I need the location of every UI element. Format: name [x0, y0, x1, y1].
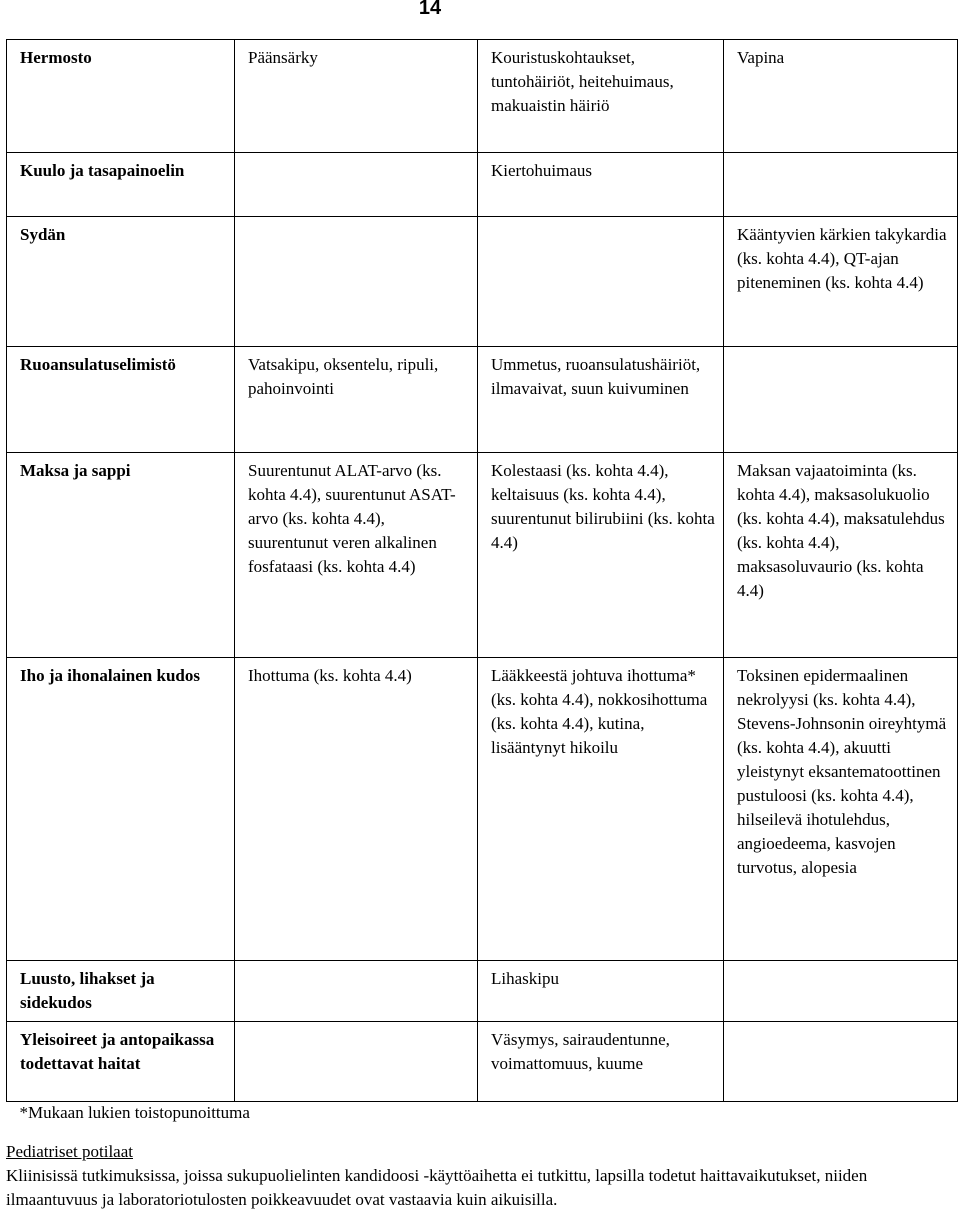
organ-class-cell: Maksa ja sappi — [7, 453, 235, 658]
frequency-col1-cell: Päänsärky — [235, 40, 478, 153]
frequency-col3-cell — [724, 347, 958, 453]
frequency-col3-cell — [724, 1022, 958, 1102]
frequency-col1-cell — [235, 961, 478, 1022]
frequency-col3-cell: Kääntyvien kärkien takykardia (ks. kohta 4.4), QT-ajan piteneminen (ks. kohta 4.4) — [724, 217, 958, 347]
organ-class-cell: Sydän — [7, 217, 235, 347]
table-row-skin — [7, 658, 958, 961]
table-footnote-row — [7, 1102, 958, 1125]
frequency-col2-cell — [478, 217, 724, 347]
table-row-cardiac — [7, 217, 958, 347]
organ-class-cell: Hermosto — [7, 40, 235, 153]
frequency-col3-cell — [724, 153, 958, 217]
frequency-col3-cell — [724, 961, 958, 1022]
frequency-col1-cell: Ihottuma (ks. kohta 4.4) — [235, 658, 478, 961]
table-row-general — [7, 1022, 958, 1102]
pediatric-text: Kliinisissä tutkimuksissa, joissa sukupuolielinten kandidoosi -käyttöaihetta ei tutkittu, lapsilla todetut haittavaikutukset, niiden ilmaantuvuus ja laboratoriotulosten poikkeavuudet ovat vastaavia kuin aikuisilla. — [6, 1166, 868, 1209]
table-row-hepatobiliary — [7, 453, 958, 658]
organ-class-cell: Luusto, lihakset ja sidekudos — [7, 961, 235, 1022]
organ-class-cell: Iho ja ihonalainen kudos — [7, 658, 235, 961]
table-row-musculoskeletal — [7, 961, 958, 1022]
frequency-col2-cell: Lääkkeestä johtuva ihottuma* (ks. kohta 4.4), nokkosihottuma (ks. kohta 4.4), kutina, lisääntynyt hikoilu — [478, 658, 724, 961]
frequency-col1-cell: Suurentunut ALAT-arvo (ks. kohta 4.4), suurentunut ASAT-arvo (ks. kohta 4.4), suurentunut veren alkalinen fosfataasi (ks. kohta 4.4) — [235, 453, 478, 658]
frequency-col2-cell: Kolestaasi (ks. kohta 4.4), keltaisuus (ks. kohta 4.4), suurentunut bilirubiini (ks. kohta 4.4) — [478, 453, 724, 658]
table-row-nervous-system — [7, 40, 958, 153]
pediatric-heading: Pediatriset potilaat — [6, 1142, 133, 1161]
organ-class-cell: Kuulo ja tasapainoelin — [7, 153, 235, 217]
table-row-ear-labyrinth — [7, 153, 958, 217]
table-footnote: *Mukaan lukien toistopunoittuma — [19, 1103, 250, 1122]
adverse-reactions-table — [6, 39, 958, 1124]
frequency-col3-cell: Vapina — [724, 40, 958, 153]
frequency-col1-cell — [235, 153, 478, 217]
page-number: 14 — [418, 0, 442, 19]
table-row-gastrointestinal — [7, 347, 958, 453]
frequency-col3-cell: Maksan vajaatoiminta (ks. kohta 4.4), maksasolukuolio (ks. kohta 4.4), maksatulehdus (ks. kohta 4.4), maksasoluvaurio (ks. kohta 4.4) — [724, 453, 958, 658]
frequency-col1-cell — [235, 217, 478, 347]
pediatric-section — [6, 1140, 906, 1212]
frequency-col1-cell: Vatsakipu, oksentelu, ripuli, pahoinvointi — [235, 347, 478, 453]
frequency-col2-cell: Väsymys, sairaudentunne, voimattomuus, kuume — [478, 1022, 724, 1102]
frequency-col3-cell: Toksinen epidermaalinen nekrolyysi (ks. kohta 4.4), Stevens-Johnsonin oireyhtymä (ks. kohta 4.4), akuutti yleistynyt eksantematoottinen pustuloosi (ks. kohta 4.4), hilseilevä ihotulehdus, angioedeema, kasvojen turvotus, alopesia — [724, 658, 958, 961]
frequency-col1-cell — [235, 1022, 478, 1102]
organ-class-cell: Yleisoireet ja antopaikassa todettavat haitat — [7, 1022, 235, 1102]
frequency-col2-cell: Kouristuskohtaukset, tuntohäiriöt, heitehuimaus, makuaistin häiriö — [478, 40, 724, 153]
frequency-col2-cell: Lihaskipu — [478, 961, 724, 1022]
organ-class-cell: Ruoansulatuselimistö — [7, 347, 235, 453]
frequency-col2-cell: Kiertohuimaus — [478, 153, 724, 217]
frequency-col2-cell: Ummetus, ruoansulatushäiriöt, ilmavaivat, suun kuivuminen — [478, 347, 724, 453]
